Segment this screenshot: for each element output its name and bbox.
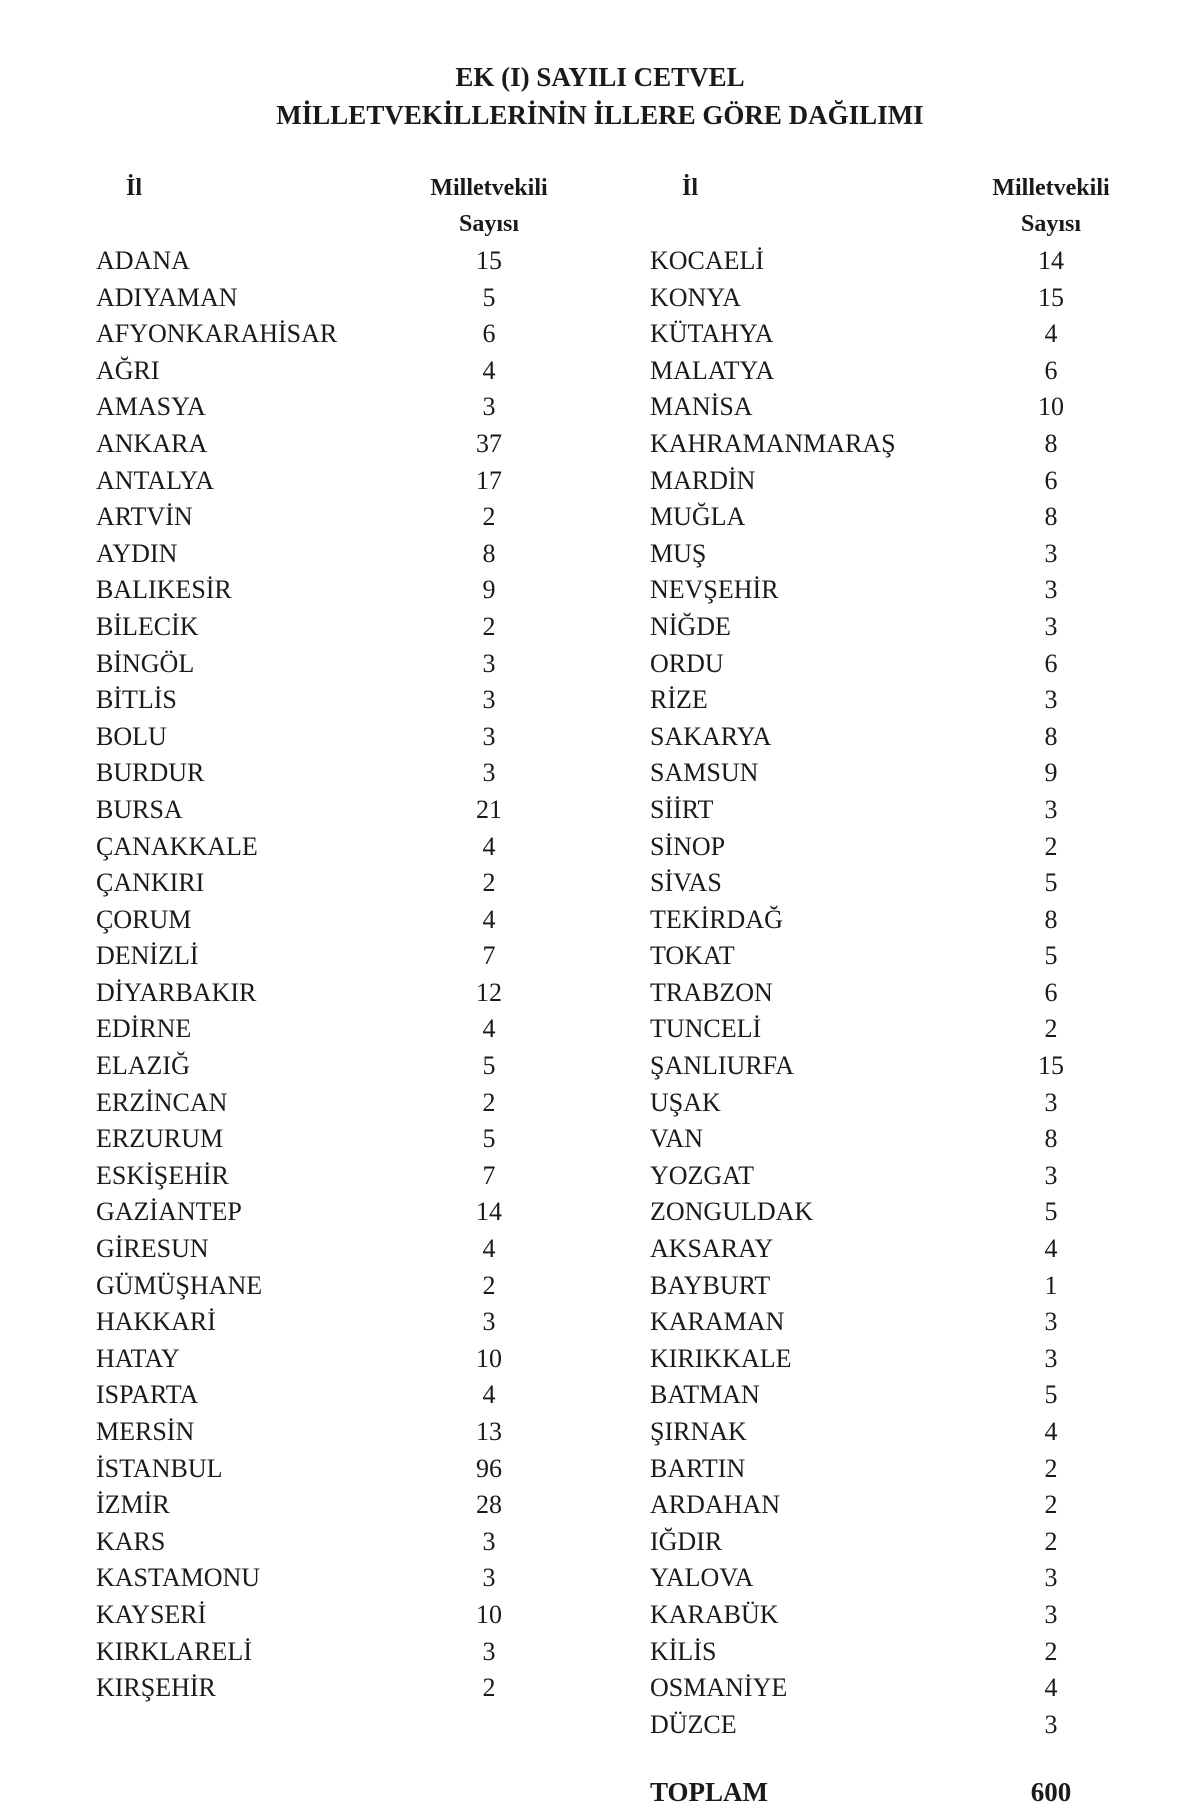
total-label: TOPLAM — [650, 1777, 769, 1807]
deputy-count: 10 — [476, 1343, 502, 1373]
list-item — [96, 1121, 636, 1158]
left-province-list — [96, 243, 636, 1707]
deputy-count: 3 — [482, 1636, 496, 1666]
list-item — [650, 1707, 1190, 1744]
list-item — [650, 536, 1190, 573]
province-name: MARDİN — [650, 465, 756, 495]
province-name: ANKARA — [96, 428, 208, 458]
deputy-count: 2 — [482, 868, 496, 898]
list-item — [650, 829, 1190, 866]
province-name: ARTVİN — [96, 502, 193, 532]
province-name: ŞANLIURFA — [650, 1051, 794, 1081]
province-name: DENİZLİ — [96, 941, 199, 971]
list-item — [96, 1451, 636, 1488]
province-name: ESKİŞEHİR — [96, 1160, 229, 1190]
deputy-count: 2 — [482, 1270, 496, 1300]
deputy-count: 17 — [476, 465, 502, 495]
province-name: KASTAMONU — [96, 1563, 261, 1593]
province-name: ERZURUM — [96, 1124, 224, 1154]
province-name: TEKİRDAĞ — [650, 904, 783, 934]
deputy-count: 4 — [482, 355, 496, 385]
deputy-count: 2 — [482, 1673, 496, 1703]
deputy-count: 3 — [482, 1526, 496, 1556]
province-name: İSTANBUL — [96, 1453, 223, 1483]
list-item — [96, 1524, 636, 1561]
province-name: ADANA — [96, 246, 190, 275]
deputy-count: 3 — [1044, 794, 1058, 824]
province-name: SİNOP — [650, 831, 726, 861]
deputy-count: 2 — [1044, 1453, 1058, 1483]
province-name: ARDAHAN — [650, 1490, 780, 1520]
deputy-count: 8 — [482, 538, 496, 568]
list-item — [96, 755, 636, 792]
list-item — [96, 902, 636, 939]
deputy-count: 3 — [482, 721, 496, 751]
deputy-count: 5 — [1044, 1197, 1058, 1227]
right-column-header — [650, 170, 1150, 242]
province-name: ÇORUM — [96, 904, 192, 934]
left-column-header — [96, 170, 636, 242]
list-item — [650, 316, 1190, 353]
list-item — [96, 1414, 636, 1451]
province-name: AKSARAY — [650, 1234, 774, 1264]
deputy-count: 15 — [1038, 1051, 1064, 1081]
deputy-count: 4 — [1044, 1417, 1058, 1446]
deputy-count: 5 — [482, 1051, 496, 1081]
province-name: ERZİNCAN — [96, 1087, 228, 1117]
deputy-count: 15 — [1038, 282, 1064, 312]
province-name: ANTALYA — [96, 465, 215, 495]
province-header: İl — [682, 175, 699, 201]
province-name: SİVAS — [650, 868, 722, 898]
province-name: MALATYA — [650, 355, 775, 385]
province-name: KARABÜK — [650, 1599, 779, 1629]
deputy-count: 8 — [1044, 428, 1058, 458]
list-item — [96, 426, 636, 463]
province-name: TUNCELİ — [650, 1014, 762, 1044]
deputy-count: 4 — [482, 1380, 496, 1410]
deputy-count: 8 — [1044, 904, 1058, 934]
deputy-count: 3 — [1044, 1343, 1058, 1373]
province-name: OSMANİYE — [650, 1673, 788, 1703]
province-name: GÜMÜŞHANE — [96, 1270, 263, 1300]
province-name: KAYSERİ — [96, 1599, 207, 1629]
list-item — [96, 1487, 636, 1524]
province-name: BARTIN — [650, 1453, 746, 1483]
list-item — [650, 353, 1190, 390]
deputy-count: 21 — [476, 794, 502, 824]
deputy-count: 6 — [1044, 648, 1058, 678]
list-item — [650, 719, 1190, 756]
list-item — [96, 353, 636, 390]
list-item — [96, 646, 636, 683]
deputy-count: 7 — [482, 941, 496, 971]
deputy-count: 3 — [482, 758, 496, 788]
list-item — [650, 463, 1190, 500]
list-item — [650, 1487, 1190, 1524]
province-name: KARS — [96, 1526, 166, 1556]
province-name: ÇANAKKALE — [96, 831, 258, 861]
province-name: BİLECİK — [96, 611, 199, 641]
list-item — [96, 1341, 636, 1378]
province-name: BİNGÖL — [96, 648, 195, 678]
province-name: EDİRNE — [96, 1014, 192, 1044]
deputy-count: 12 — [476, 977, 502, 1007]
province-name: BALIKESİR — [96, 575, 232, 605]
list-item — [650, 1341, 1190, 1378]
list-item — [650, 1670, 1190, 1707]
province-name: GİRESUN — [96, 1234, 209, 1264]
province-name: ELAZIĞ — [96, 1051, 190, 1081]
deputy-count: 2 — [482, 1087, 496, 1117]
province-name: UŞAK — [650, 1087, 721, 1117]
deputy-count: 4 — [482, 831, 496, 861]
count-header-line2: Sayısı — [1020, 211, 1082, 237]
deputy-count: 3 — [1044, 685, 1058, 715]
province-name: SAKARYA — [650, 721, 772, 751]
province-name: ADIYAMAN — [96, 282, 238, 312]
list-item — [96, 316, 636, 353]
total-row — [650, 1772, 1150, 1812]
province-name: MERSİN — [96, 1417, 195, 1446]
province-name: KONYA — [650, 282, 741, 312]
province-name: DÜZCE — [650, 1709, 737, 1739]
province-name: AYDIN — [96, 538, 178, 568]
province-header: İl — [126, 175, 143, 201]
list-item — [650, 1524, 1190, 1561]
deputy-count: 37 — [476, 428, 502, 458]
province-name: AFYONKARAHİSAR — [96, 319, 338, 349]
list-item — [650, 646, 1190, 683]
deputy-count: 4 — [1044, 1673, 1058, 1703]
list-item — [650, 1597, 1190, 1634]
deputy-count: 6 — [1044, 465, 1058, 495]
province-name: MUĞLA — [650, 502, 746, 532]
deputy-count: 3 — [1044, 1709, 1058, 1739]
list-item — [650, 1304, 1190, 1341]
deputy-count: 9 — [482, 575, 496, 605]
deputy-count: 6 — [1044, 355, 1058, 385]
deputy-count: 9 — [1044, 758, 1058, 788]
list-item — [650, 1121, 1190, 1158]
province-name: DİYARBAKIR — [96, 977, 257, 1007]
list-item — [96, 1158, 636, 1195]
province-name: ORDU — [650, 648, 724, 678]
list-item — [650, 609, 1190, 646]
province-name: KÜTAHYA — [650, 319, 774, 349]
list-item — [650, 1560, 1190, 1597]
deputy-count: 2 — [1044, 1636, 1058, 1666]
list-item — [96, 536, 636, 573]
province-name: KARAMAN — [650, 1307, 785, 1337]
deputy-count: 4 — [1044, 319, 1058, 349]
list-item — [96, 719, 636, 756]
deputy-count: 3 — [482, 685, 496, 715]
deputy-count: 5 — [1044, 941, 1058, 971]
province-name: BİTLİS — [96, 685, 177, 715]
list-item — [650, 938, 1190, 975]
deputy-count: 4 — [482, 904, 496, 934]
list-item — [650, 1158, 1190, 1195]
deputy-count: 10 — [1038, 392, 1064, 422]
list-item — [96, 682, 636, 719]
deputy-count: 3 — [1044, 1087, 1058, 1117]
deputy-count: 3 — [1044, 575, 1058, 605]
province-name: YOZGAT — [650, 1160, 754, 1190]
province-name: KIRKLARELİ — [96, 1636, 252, 1666]
list-item — [650, 1414, 1190, 1451]
list-item — [96, 1377, 636, 1414]
list-item — [96, 499, 636, 536]
deputy-count: 15 — [476, 246, 502, 275]
province-name: KOCAELİ — [650, 246, 765, 275]
province-name: SİİRT — [650, 794, 714, 824]
deputy-count: 3 — [482, 1563, 496, 1593]
deputy-count: 5 — [1044, 1380, 1058, 1410]
deputy-count: 5 — [482, 282, 496, 312]
document-subtitle: MİLLETVEKİLLERİNİN İLLERE GÖRE DAĞILIMI — [276, 100, 924, 130]
province-name: RİZE — [650, 685, 708, 715]
list-item — [96, 975, 636, 1012]
list-item — [650, 1231, 1190, 1268]
province-name: KIRŞEHİR — [96, 1673, 216, 1703]
list-item — [650, 426, 1190, 463]
province-name: YALOVA — [650, 1563, 754, 1593]
list-item — [650, 1451, 1190, 1488]
list-item — [96, 243, 636, 280]
list-item — [96, 1268, 636, 1305]
list-item — [96, 1597, 636, 1634]
list-item — [96, 938, 636, 975]
list-item — [96, 1231, 636, 1268]
list-item — [650, 755, 1190, 792]
province-name: HATAY — [96, 1343, 180, 1373]
list-item — [96, 829, 636, 866]
province-name: MUŞ — [650, 538, 707, 568]
province-name: TOKAT — [650, 941, 735, 971]
province-name: BURSA — [96, 794, 183, 824]
deputy-count: 3 — [1044, 611, 1058, 641]
list-item — [96, 865, 636, 902]
count-header-line1: Milletvekili — [992, 175, 1110, 201]
list-item — [650, 1011, 1190, 1048]
list-item — [650, 865, 1190, 902]
deputy-count: 3 — [482, 392, 496, 422]
deputy-count: 2 — [1044, 1526, 1058, 1556]
list-item — [96, 1304, 636, 1341]
list-item — [650, 902, 1190, 939]
list-item — [96, 389, 636, 426]
list-item — [96, 1085, 636, 1122]
province-name: HAKKARİ — [96, 1307, 216, 1337]
list-item — [96, 1011, 636, 1048]
deputy-count: 28 — [476, 1490, 502, 1520]
province-name: KIRIKKALE — [650, 1343, 792, 1373]
deputy-count: 5 — [1044, 868, 1058, 898]
list-item — [96, 463, 636, 500]
province-name: BURDUR — [96, 758, 205, 788]
deputy-count: 4 — [482, 1234, 496, 1264]
list-item — [650, 1194, 1190, 1231]
deputy-count: 2 — [1044, 1490, 1058, 1520]
list-item — [650, 1085, 1190, 1122]
province-name: BAYBURT — [650, 1270, 771, 1300]
deputy-count: 4 — [482, 1014, 496, 1044]
list-item — [96, 792, 636, 829]
document-title: EK (I) SAYILI CETVEL — [455, 62, 745, 92]
deputy-count: 8 — [1044, 721, 1058, 751]
deputy-count: 3 — [1044, 538, 1058, 568]
province-name: MANİSA — [650, 392, 753, 422]
list-item — [96, 572, 636, 609]
deputy-count: 2 — [1044, 831, 1058, 861]
deputy-count: 6 — [1044, 977, 1058, 1007]
deputy-count: 6 — [482, 319, 496, 349]
total-value: 600 — [1030, 1777, 1072, 1807]
list-item — [650, 1634, 1190, 1671]
deputy-count: 5 — [482, 1124, 496, 1154]
list-item — [650, 975, 1190, 1012]
province-name: VAN — [650, 1124, 703, 1154]
list-item — [650, 1048, 1190, 1085]
province-name: ÇANKIRI — [96, 868, 205, 898]
province-name: BATMAN — [650, 1380, 760, 1410]
list-item — [96, 609, 636, 646]
province-name: NİĞDE — [650, 611, 731, 641]
province-name: NEVŞEHİR — [650, 575, 779, 605]
deputy-count: 14 — [1038, 246, 1064, 275]
deputy-count: 4 — [1044, 1234, 1058, 1264]
deputy-count: 10 — [476, 1599, 502, 1629]
list-item — [96, 1048, 636, 1085]
deputy-count: 2 — [482, 611, 496, 641]
province-name: KİLİS — [650, 1636, 717, 1666]
count-header-line2: Sayısı — [458, 211, 520, 237]
province-name: TRABZON — [650, 977, 773, 1007]
count-header-line1: Milletvekili — [430, 175, 548, 201]
list-item — [96, 1560, 636, 1597]
province-name: BOLU — [96, 721, 167, 751]
province-name: SAMSUN — [650, 758, 759, 788]
list-item — [96, 280, 636, 317]
province-name: IĞDIR — [650, 1526, 723, 1556]
deputy-count: 14 — [476, 1197, 502, 1227]
deputy-count: 3 — [1044, 1599, 1058, 1629]
deputy-count: 3 — [482, 648, 496, 678]
deputy-count: 7 — [482, 1160, 496, 1190]
deputy-count: 3 — [1044, 1160, 1058, 1190]
deputy-count: 1 — [1044, 1270, 1058, 1300]
deputy-count: 96 — [476, 1453, 502, 1483]
right-province-list — [650, 243, 1190, 1743]
list-item — [96, 1194, 636, 1231]
list-item — [96, 1670, 636, 1707]
list-item — [650, 792, 1190, 829]
deputy-count: 3 — [1044, 1307, 1058, 1337]
province-name: GAZİANTEP — [96, 1197, 242, 1227]
list-item — [650, 1268, 1190, 1305]
list-item — [650, 280, 1190, 317]
province-name: KAHRAMANMARAŞ — [650, 428, 896, 458]
deputy-count: 8 — [1044, 502, 1058, 532]
list-item — [650, 572, 1190, 609]
deputy-count: 3 — [482, 1307, 496, 1337]
province-name: ŞIRNAK — [650, 1417, 747, 1446]
deputy-count: 8 — [1044, 1124, 1058, 1154]
list-item — [650, 1377, 1190, 1414]
list-item — [650, 682, 1190, 719]
province-name: ISPARTA — [96, 1380, 199, 1410]
deputy-count: 2 — [1044, 1014, 1058, 1044]
deputy-count: 3 — [1044, 1563, 1058, 1593]
deputy-count: 13 — [476, 1417, 502, 1446]
province-name: AĞRI — [96, 355, 160, 385]
list-item — [96, 1634, 636, 1671]
province-name: AMASYA — [96, 392, 206, 422]
list-item — [650, 243, 1190, 280]
list-item — [650, 389, 1190, 426]
list-item — [650, 499, 1190, 536]
province-name: ZONGULDAK — [650, 1197, 814, 1227]
province-name: İZMİR — [96, 1490, 170, 1520]
deputy-count: 2 — [482, 502, 496, 532]
